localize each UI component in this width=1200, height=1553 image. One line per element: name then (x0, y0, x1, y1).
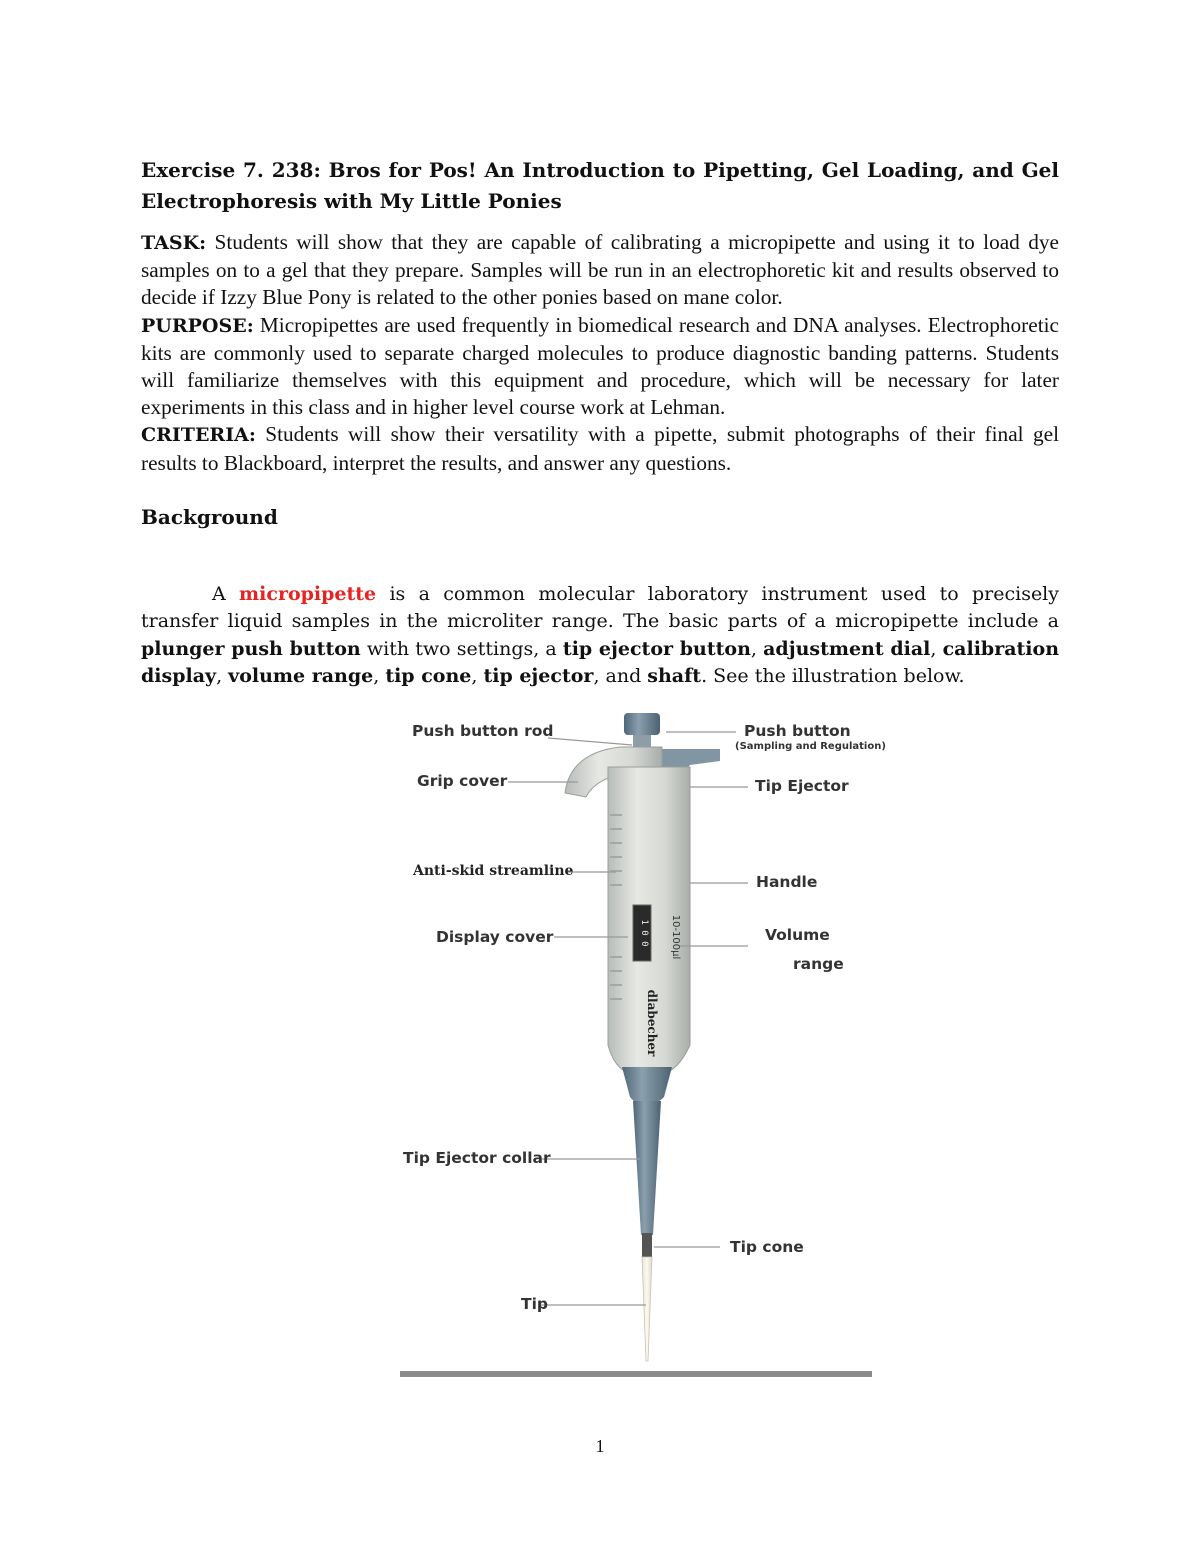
bg-text: , and (593, 665, 648, 688)
label-volume: Volume (765, 926, 830, 944)
tip-shape (642, 1257, 652, 1361)
label-range: range (793, 955, 844, 973)
bg-text: , (216, 665, 229, 688)
bg-text: , (750, 637, 764, 660)
bg-text: , (930, 637, 943, 660)
purpose-label: PURPOSE: (141, 314, 254, 337)
figure-base-line (400, 1371, 872, 1377)
label-display-cover: Display cover (436, 928, 554, 946)
exercise-title: Exercise 7. 238: Bros for Pos! An Introduction to Pipetting, Gel Loading, and Gel Electrophoresis with My Little Ponies (141, 158, 1059, 213)
label-push-button: Push button (744, 722, 851, 740)
micropipette-term: micropipette (239, 582, 377, 605)
volume-marking: 10-100μl (670, 914, 681, 960)
label-anti-skid: Anti-skid streamline (413, 863, 574, 879)
micropipette-illustration (390, 705, 880, 1385)
content (141, 155, 1059, 691)
purpose-paragraph (141, 312, 1059, 422)
bg-bold: plunger push button (141, 637, 361, 660)
label-tip-ejector-collar: Tip Ejector collar (403, 1149, 551, 1167)
label-tip-ejector: Tip Ejector (755, 777, 849, 795)
label-handle: Handle (756, 873, 818, 891)
task-paragraph (141, 229, 1059, 312)
tip-cone-shape (642, 1233, 652, 1257)
push-button-shape (624, 713, 660, 735)
purpose-text: Micropipettes are used frequently in biomedical research and DNA analyses. Electrophoretic kits are commonly used to separate charged molecules to produce diagnostic banding patterns. Students will familiarize themselves with this equipment and procedure, which will be necessary for later experiments in this class and in higher level course work at Lehman. (141, 312, 1059, 420)
bg-text: , (471, 665, 484, 688)
svg-text:dlabecher (645, 990, 659, 1057)
bg-bold: shaft (647, 665, 702, 688)
background-paragraph (141, 581, 1059, 691)
label-tip: Tip (521, 1295, 548, 1313)
display-digits: 1 0 0 (639, 919, 649, 947)
bg-text: with two settings, a (360, 637, 563, 660)
page-number: 1 (595, 1436, 605, 1456)
label-tip-cone: Tip cone (730, 1238, 804, 1256)
bg-bold: tip cone (385, 665, 472, 688)
bg-bold: tip ejector (483, 665, 594, 688)
task-label: TASK: (141, 232, 207, 254)
brand-suffix: echer (645, 1018, 659, 1057)
criteria-label: CRITERIA: (141, 424, 256, 447)
bg-text: . See the illustration below. (701, 665, 965, 688)
bg-bold: volume range (228, 665, 374, 688)
bg-bold: tip ejector button (562, 637, 751, 660)
criteria-text: Students will show their versatility with a pipette, submit photographs of their final gel results to Blackboard, interpret the results, and answer any questions. (141, 422, 1059, 475)
bg-text: is a common molecular laboratory instrument used to precisely transfer liquid samples in the microliter range. The basic parts of a micropipette include a (141, 582, 1059, 633)
label-push-button-rod: Push button rod (412, 722, 554, 740)
bg-text: A (212, 582, 240, 605)
bg-bold: calibration display (141, 637, 1060, 688)
label-push-button-sub: (Sampling and Regulation) (735, 741, 886, 752)
bg-text: , (373, 665, 386, 688)
bg-bold: adjustment dial (763, 637, 931, 660)
tip-ejector-collar-shape (622, 1067, 672, 1105)
shaft-shape (633, 1101, 661, 1235)
task-text: Students will show that they are capable of calibrating a micropipette and using it to load dye samples on to a gel that they prepare. Samples will be run in an electrophoretic kit and results observed to decide if Izzy Blue Pony is related to the other ponies based on mane color. (141, 230, 1059, 310)
brand-logo (645, 990, 659, 1057)
background-heading: Background (141, 504, 278, 529)
micropipette-figure (390, 705, 886, 1385)
brand-prefix: dlab (645, 989, 659, 1019)
criteria-paragraph (141, 421, 1059, 476)
label-grip-cover: Grip cover (417, 772, 508, 790)
